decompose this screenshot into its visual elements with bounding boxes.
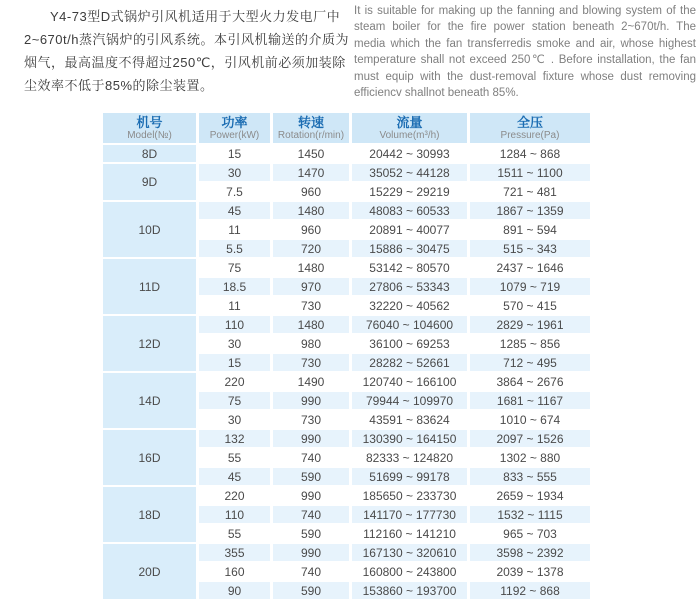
volume-cell: 79944 ~ 109970 [352,392,467,409]
column-header-rotation-en: Rotation(r/min) [277,130,345,141]
pressure-cell: 833 ~ 555 [470,468,590,485]
pressure-cell: 1192 ~ 868 [470,582,590,599]
rotation-cell: 590 [273,582,349,599]
model-cell-12D: 12D [103,316,196,371]
volume-cell: 167130 ~ 320610 [352,544,467,561]
power-cell: 5.5 [199,240,270,257]
volume-cell: 48083 ~ 60533 [352,202,467,219]
rotation-cell: 990 [273,392,349,409]
rotation-cell: 1450 [273,145,349,162]
power-cell: 160 [199,563,270,580]
volume-cell: 15886 ~ 30475 [352,240,467,257]
power-cell: 132 [199,430,270,447]
column-header-model [103,113,196,143]
pressure-cell: 1681 ~ 1167 [470,392,590,409]
rotation-cell: 1480 [273,316,349,333]
power-cell: 90 [199,582,270,599]
column-header-power [199,113,270,143]
power-cell: 45 [199,468,270,485]
table-row [103,259,590,276]
pressure-cell: 1511 ~ 1100 [470,164,590,181]
volume-cell: 120740 ~ 166100 [352,373,467,390]
rotation-cell: 720 [273,240,349,257]
column-header-volume-en: Volume(m³/h) [379,130,440,141]
rotation-cell: 590 [273,468,349,485]
volume-cell: 185650 ~ 233730 [352,487,467,504]
pressure-cell: 1284 ~ 868 [470,145,590,162]
power-cell: 75 [199,392,270,409]
pressure-cell: 1302 ~ 880 [470,449,590,466]
rotation-cell: 960 [273,221,349,238]
volume-cell: 43591 ~ 83624 [352,411,467,428]
power-cell: 15 [199,354,270,371]
pressure-cell: 2437 ~ 1646 [470,259,590,276]
column-header-rotation-zh: 转速 [297,115,324,130]
power-cell: 110 [199,506,270,523]
volume-cell: 53142 ~ 80570 [352,259,467,276]
column-header-power-zh: 功率 [221,115,248,130]
volume-cell: 15229 ~ 29219 [352,183,467,200]
volume-cell: 82333 ~ 124820 [352,449,467,466]
table-row [103,544,590,561]
column-header-pressure [470,113,590,143]
model-cell-18D: 18D [103,487,196,542]
table-row [103,202,590,219]
column-header-volume [352,113,467,143]
pressure-cell: 965 ~ 703 [470,525,590,542]
volume-cell: 20442 ~ 30993 [352,145,467,162]
power-cell: 355 [199,544,270,561]
power-cell: 11 [199,297,270,314]
power-cell: 30 [199,411,270,428]
rotation-cell: 730 [273,411,349,428]
rotation-cell: 740 [273,563,349,580]
pressure-cell: 570 ~ 415 [470,297,590,314]
pressure-cell: 3598 ~ 2392 [470,544,590,561]
rotation-cell: 740 [273,449,349,466]
volume-cell: 20891 ~ 40077 [352,221,467,238]
column-header-rotation [273,113,349,143]
rotation-cell: 990 [273,544,349,561]
pressure-cell: 712 ~ 495 [470,354,590,371]
table-row [103,164,590,181]
rotation-cell: 730 [273,354,349,371]
rotation-cell: 960 [273,183,349,200]
rotation-cell: 730 [273,297,349,314]
rotation-cell: 980 [273,335,349,352]
pressure-cell: 891 ~ 594 [470,221,590,238]
model-cell-9D: 9D [103,164,196,200]
rotation-cell: 1490 [273,373,349,390]
table-header-row [103,113,590,143]
table-row [103,487,590,504]
model-cell-10D: 10D [103,202,196,257]
rotation-cell: 590 [273,525,349,542]
volume-cell: 112160 ~ 141210 [352,525,467,542]
column-header-pressure-en: Pressure(Pa) [500,130,560,141]
intro-paragraph-english: It is suitable for making up the fanning and blowing system of the steam boiler for the fire power station beneath 2~670t/h. The media which the fan transferredis smoke and air, whose highest temperature shall not exceed 250℃ . Before installation, the fan must equip with the dust-removal fixture whose dust removing efficiencv shallnot beneath 85%. [354,5,696,100]
table-row [103,430,590,447]
column-header-model-zh: 机号 [136,115,163,130]
pressure-cell: 1079 ~ 719 [470,278,590,295]
power-cell: 15 [199,145,270,162]
power-cell: 220 [199,487,270,504]
table-body [103,145,590,599]
column-header-power-en: Power(kW) [209,130,260,141]
power-cell: 55 [199,525,270,542]
rotation-cell: 1470 [273,164,349,181]
model-cell-14D: 14D [103,373,196,428]
intro-paragraph-chinese: Y4-73型D式锅炉引风机适用于大型火力发电厂中2~670t/h蒸汽锅炉的引风系统。本引风机输送的介质为烟气，最高温度不得超过250℃，引风机前必须加装除尘效率不低于85%的除尘装置。 [24,9,349,93]
table-row [103,373,590,390]
volume-cell: 130390 ~ 164150 [352,430,467,447]
volume-cell: 28282 ~ 52661 [352,354,467,371]
power-cell: 220 [199,373,270,390]
volume-cell: 153860 ~ 193700 [352,582,467,599]
pressure-cell: 3864 ~ 2676 [470,373,590,390]
power-cell: 18.5 [199,278,270,295]
power-cell: 11 [199,221,270,238]
volume-cell: 35052 ~ 44128 [352,164,467,181]
pressure-cell: 2039 ~ 1378 [470,563,590,580]
power-cell: 110 [199,316,270,333]
rotation-cell: 990 [273,487,349,504]
pressure-cell: 1285 ~ 856 [470,335,590,352]
column-header-volume-zh: 流量 [396,115,423,130]
fan-spec-table [100,111,593,601]
volume-cell: 141170 ~ 177730 [352,506,467,523]
power-cell: 55 [199,449,270,466]
rotation-cell: 1480 [273,202,349,219]
rotation-cell: 990 [273,430,349,447]
volume-cell: 160800 ~ 243800 [352,563,467,580]
power-cell: 45 [199,202,270,219]
column-header-model-en: Model(№) [127,130,172,141]
power-cell: 75 [199,259,270,276]
pressure-cell: 1867 ~ 1359 [470,202,590,219]
model-cell-16D: 16D [103,430,196,485]
rotation-cell: 1480 [273,259,349,276]
model-cell-8D: 8D [103,145,196,162]
power-cell: 7.5 [199,183,270,200]
pressure-cell: 515 ~ 343 [470,240,590,257]
pressure-cell: 2829 ~ 1961 [470,316,590,333]
pressure-cell: 2097 ~ 1526 [470,430,590,447]
table-row [103,316,590,333]
model-cell-20D: 20D [103,544,196,599]
pressure-cell: 2659 ~ 1934 [470,487,590,504]
volume-cell: 76040 ~ 104600 [352,316,467,333]
volume-cell: 51699 ~ 99178 [352,468,467,485]
table-row [103,145,590,162]
pressure-cell: 721 ~ 481 [470,183,590,200]
pressure-cell: 1010 ~ 674 [470,411,590,428]
volume-cell: 27806 ~ 53343 [352,278,467,295]
column-header-pressure-zh: 全压 [516,115,543,130]
power-cell: 30 [199,335,270,352]
model-cell-11D: 11D [103,259,196,314]
pressure-cell: 1532 ~ 1115 [470,506,590,523]
power-cell: 30 [199,164,270,181]
volume-cell: 32220 ~ 40562 [352,297,467,314]
rotation-cell: 740 [273,506,349,523]
volume-cell: 36100 ~ 69253 [352,335,467,352]
rotation-cell: 970 [273,278,349,295]
